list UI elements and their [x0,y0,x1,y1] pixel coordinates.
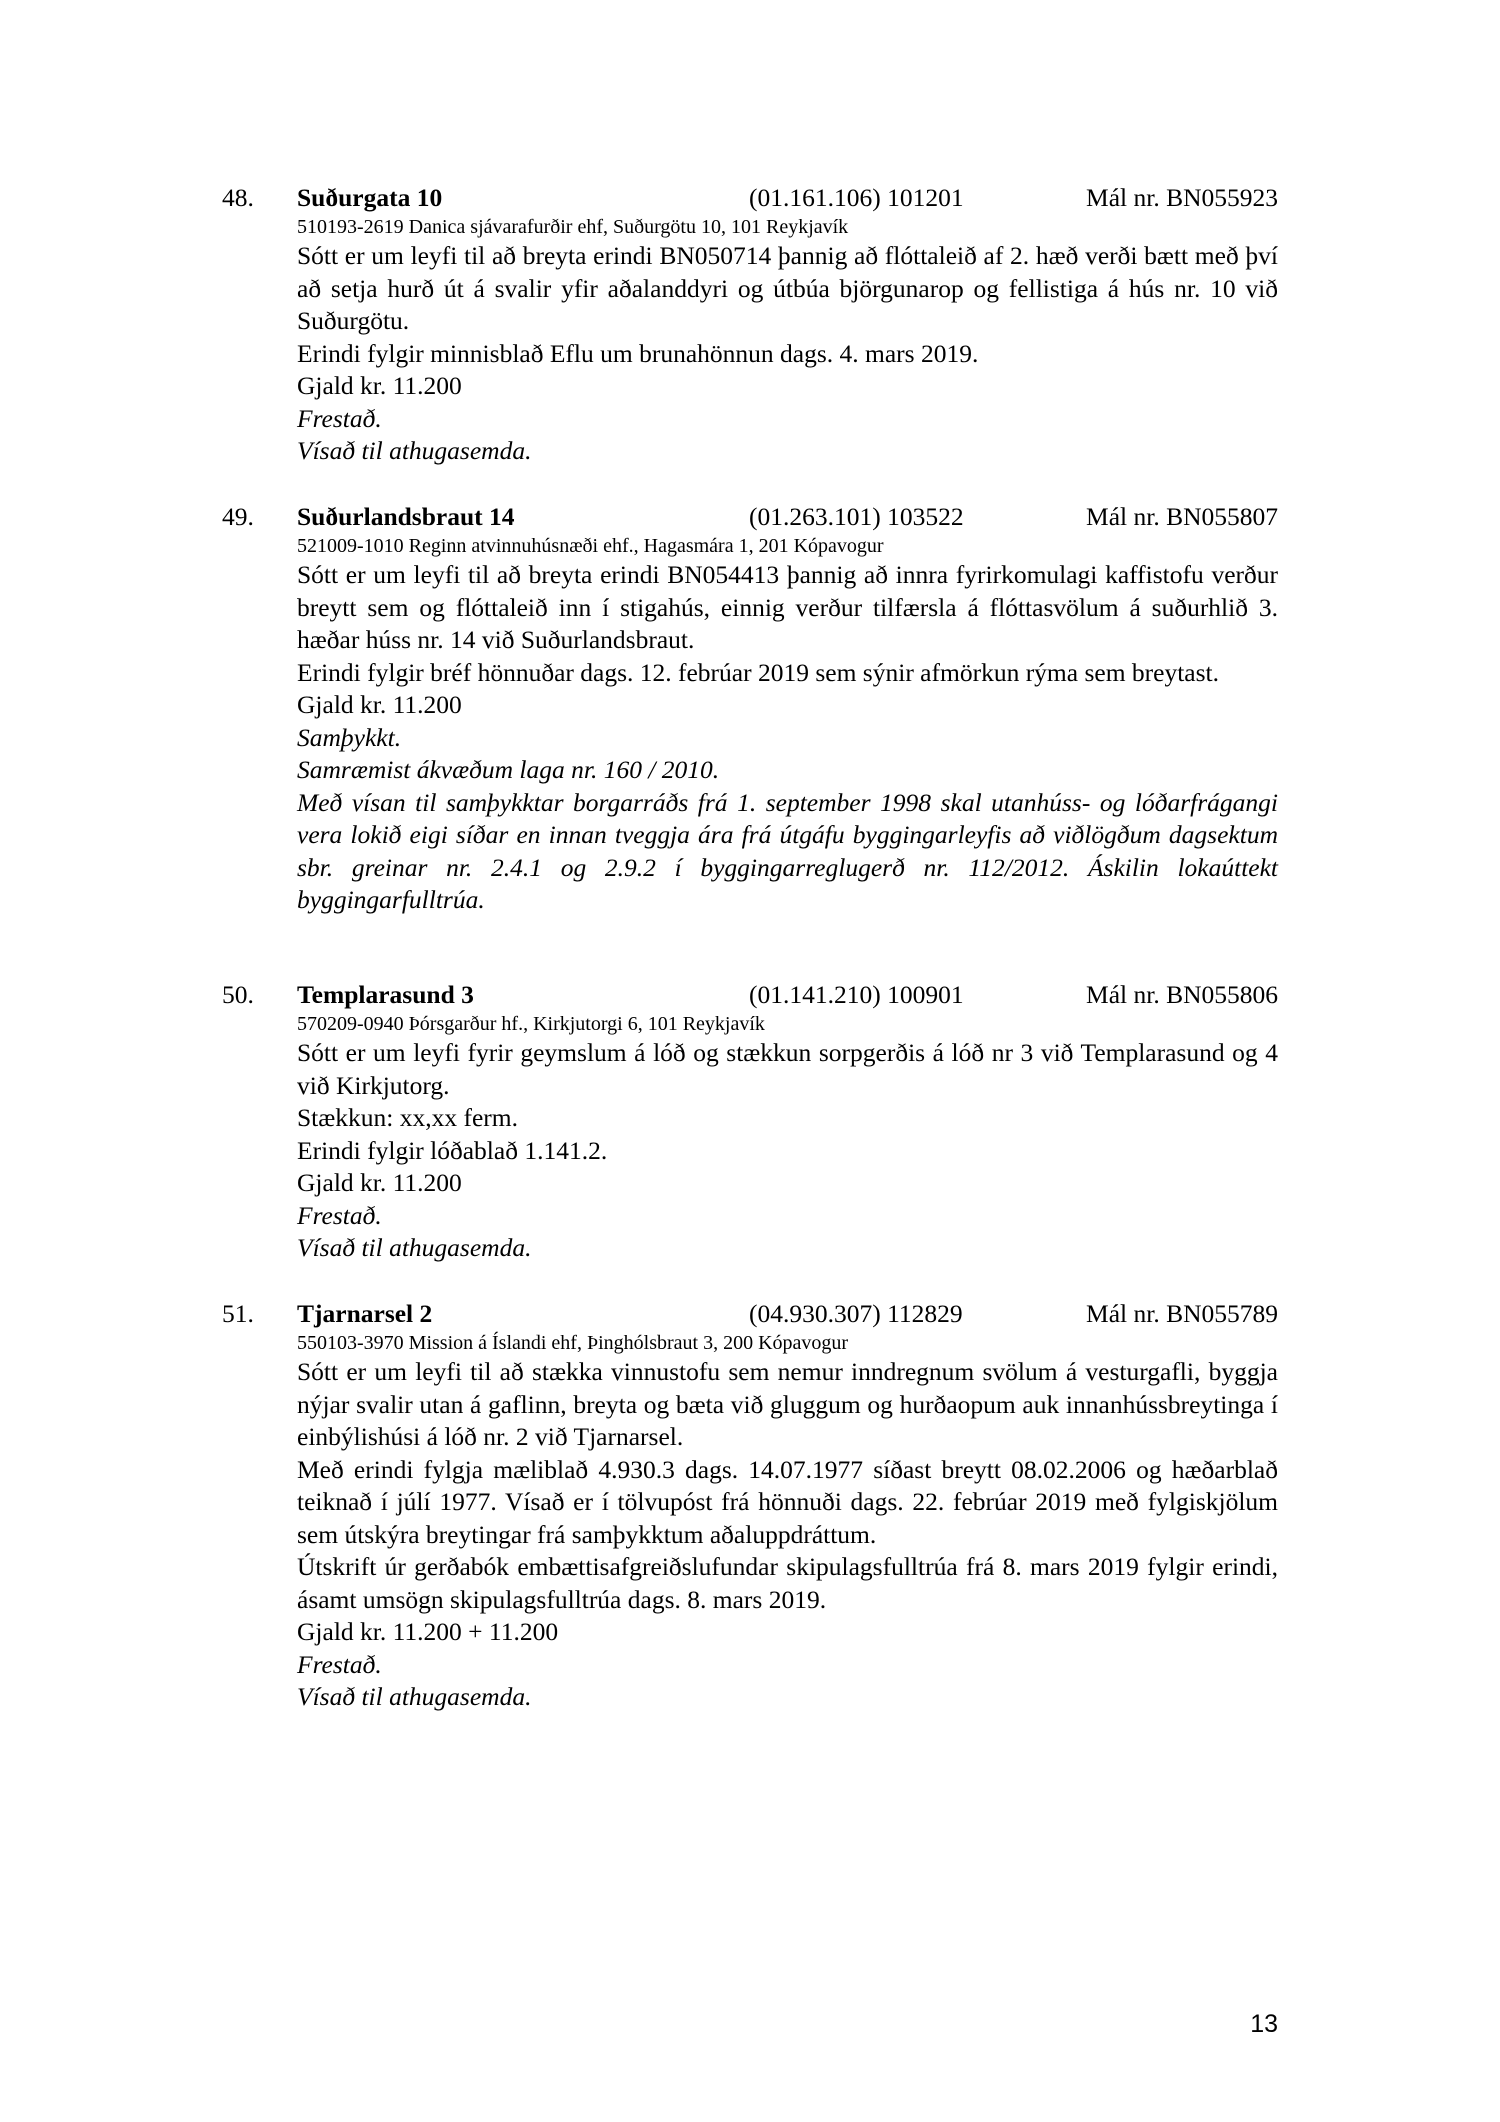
description-paragraph: Sótt er um leyfi til að breyta erindi BN054413 þannig að innra fyrirkomulagi kaffistofu verður breytt sem og flóttaleið inn í stigahús, einnig verður tilfærsla á flóttasvölum á suðurhlið 3. hæðar húss nr. 14 við Suðurlandsbraut. [297,560,1278,654]
case-number: Mál nr. BN055807 [1086,502,1278,531]
entry-number: 51. [222,1299,254,1328]
description-paragraph: Sótt er um leyfi til að stækka vinnustofu sem nemur inndregnum svölum á vesturgafli, byggja nýjar svalir utan á gaflinn, breyta og bæta við gluggum og hurðaopum auk innanhússbreytinga í einbýlishúsi á lóð nr. 2 við Tjarnarsel. [297,1357,1278,1451]
case-number: Mál nr. BN055806 [1086,980,1278,1009]
attachment-paragraph: Erindi fylgir minnisblað Eflu um brunahönnun dags. 4. mars 2019. [297,338,979,368]
entry-50 [0,978,1500,1265]
entry-header [0,500,1500,534]
decision: Frestað. [297,1649,382,1679]
entry-number: 48. [222,183,254,212]
entry-number: 50. [222,980,254,1009]
decision: Frestað. [297,1200,382,1230]
decision-note: Vísað til athugasemda. [297,1233,532,1262]
decision: Frestað. [297,403,382,433]
decision-note: Vísað til athugasemda. [297,1682,532,1711]
fee: Gjald kr. 11.200 [297,690,462,719]
entry-body [297,215,1278,468]
description-paragraph: Sótt er um leyfi til að breyta erindi BN050714 þannig að flóttaleið af 2. hæð verði bætt með því að setja hurð út á svalir yfir aðalanddyri og útbúa björgunarop og fellistiga á hús nr. 10 við Suðurgötu. [297,241,1278,335]
attachment-paragraph: Erindi fylgir lóðablað 1.141.2. [297,1135,608,1165]
decision-note: Samræmist ákvæðum laga nr. 160 / 2010. [297,755,720,784]
applicant: 570209-0940 Þórsgarður hf., Kirkjutorgi 6, 101 Reykjavík [297,1013,765,1035]
entry-48 [0,181,1500,468]
description-paragraph: Sótt er um leyfi fyrir geymslum á lóð og stækkun sorpgerðis á lóð nr 3 við Templarasund og 4 við Kirkjutorg. [297,1038,1278,1100]
applicant: 510193-2619 Danica sjávarafurðir ehf, Suðurgötu 10, 101 Reykjavík [297,216,849,238]
entry-title: Templarasund 3 [297,980,474,1009]
decision: Samþykkt. [297,722,402,752]
entry-51 [0,1297,1500,1714]
case-number: Mál nr. BN055789 [1086,1299,1278,1328]
decision-note: Vísað til athugasemda. [297,436,532,465]
entry-body [297,534,1278,917]
applicant: 521009-1010 Reginn atvinnuhúsnæði ehf., Hagasmára 1, 201 Kópavogur [297,535,884,557]
case-number: Mál nr. BN055923 [1086,183,1278,212]
property-code: (04.930.307) 112829 [749,1299,963,1328]
property-code: (01.161.106) 101201 [749,183,964,212]
entry-body [297,1331,1278,1714]
applicant: 550103-3970 Mission á Íslandi ehf, Þinghólsbraut 3, 200 Kópavogur [297,1332,849,1354]
entry-title: Suðurgata 10 [297,183,443,212]
page-number: 13 [1250,2010,1278,2038]
decision-condition: Með vísan til samþykktar borgarráðs frá 1. september 1998 skal utanhúss- og lóðarfrágangi vera lokið eigi síðar en innan tveggja ára frá útgáfu byggingarleyfis að viðlögðum dagsektum sbr. greinar nr. 2.4.1 og 2.9.2 í byggingarreglugerð nr. 112/2012. Áskilin lokaúttekt byggingarfulltrúa. [297,787,1278,914]
entry-title: Suðurlandsbraut 14 [297,502,515,531]
fee: Gjald kr. 11.200 + 11.200 [297,1617,559,1646]
entry-body [297,1012,1278,1265]
entry-header [0,1297,1500,1331]
entry-number: 49. [222,502,254,531]
minutes-paragraph: Útskrift úr gerðabók embættisafgreiðslufundar skipulagsfulltrúa frá 8. mars 2019 fylgir erindi, ásamt umsögn skipulagsfulltrúa dags. 8. mars 2019. [297,1552,1278,1614]
property-code: (01.263.101) 103522 [749,502,964,531]
attachment-paragraph: Erindi fylgir bréf hönnuðar dags. 12. febrúar 2019 sem sýnir afmörkun rýma sem breytast. [297,657,1220,687]
entry-header [0,978,1500,1012]
fee: Gjald kr. 11.200 [297,371,462,400]
entry-49 [0,500,1500,917]
fee: Gjald kr. 11.200 [297,1168,462,1197]
entry-header [0,181,1500,215]
property-code: (01.141.210) 100901 [749,980,964,1009]
attachment-paragraph: Með erindi fylgja mæliblað 4.930.3 dags. 14.07.1977 síðast breytt 08.02.2006 og hæðarblað teiknað í júlí 1977. Vísað er í tölvupóst frá hönnuði dags. 22. febrúar 2019 með fylgiskjölum sem útskýra breytingar frá samþykktum aðaluppdráttum. [297,1454,1278,1549]
area-paragraph: Stækkun: xx,xx ferm. [297,1103,518,1132]
entry-title: Tjarnarsel 2 [297,1299,433,1328]
